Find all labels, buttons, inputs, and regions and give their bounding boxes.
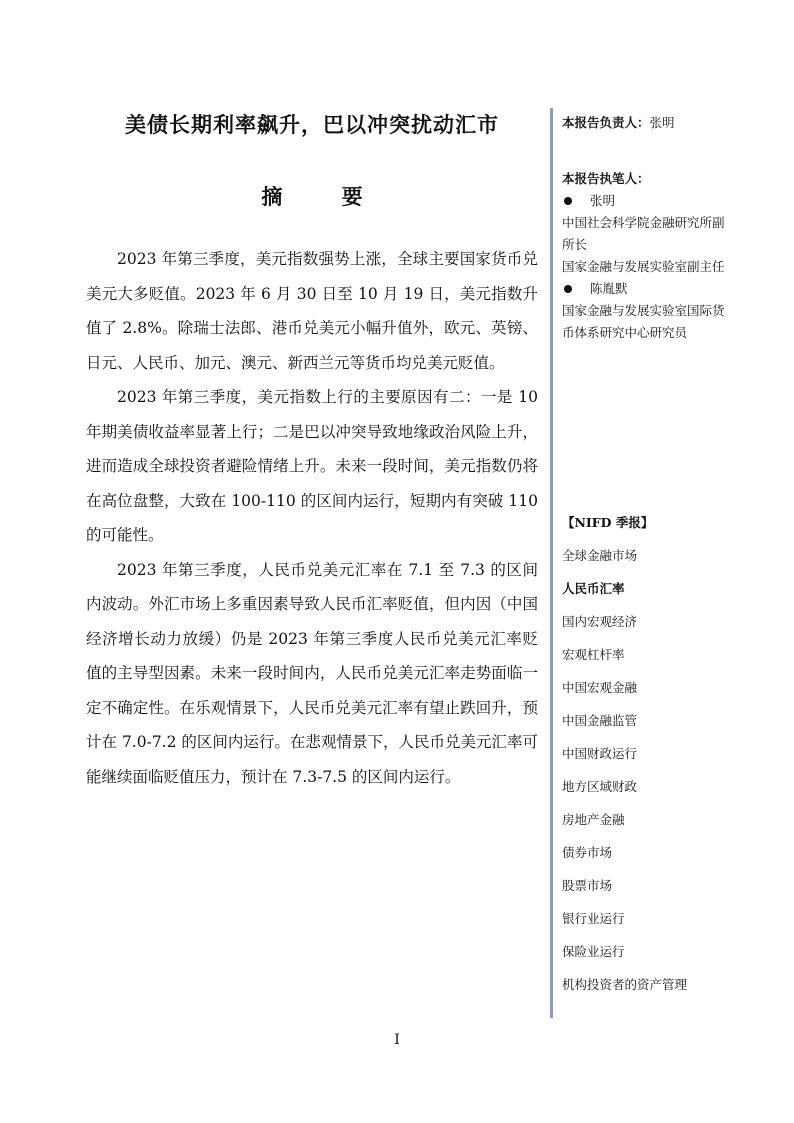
nifd-item-macro-finance: 中国宏观金融: [562, 680, 638, 695]
abstract-heading: 摘 要: [261, 185, 389, 209]
writer-name: 张明: [590, 193, 616, 208]
nifd-item-fiscal-operation: 中国财政运行: [562, 746, 638, 761]
nifd-series-list: [562, 545, 732, 996]
page-number: I: [394, 1032, 400, 1048]
abstract-body: [86, 242, 538, 794]
report-lead-name: 张明: [649, 115, 675, 130]
nifd-item-bond-market: 债券市场: [562, 845, 613, 860]
sidebar-divider: [550, 108, 553, 1018]
nifd-item-domestic-macro: 国内宏观经济: [562, 614, 638, 629]
abstract-paragraph-2: 2023 年第三季度，美元指数上行的主要原因有二：一是 10 年期美债收益率显著上行；二是巴以冲突导致地缘政治风险上升，进而造成全球投资者避险情绪上升。未来一段时间，美元指数仍将在高位盘整，大致在 100-110 的区间内运行，短期内有突破 110 的可能性。: [86, 388, 538, 544]
report-title: 美债长期利率飙升，巴以冲突扰动汇市: [125, 113, 499, 137]
writers-label: 本报告执笔人：: [562, 171, 650, 186]
nifd-item-financial-regulation: 中国金融监管: [562, 713, 638, 728]
writer-name: 陈胤默: [590, 281, 628, 296]
nifd-series-label: 【NIFD 季报】: [562, 515, 654, 530]
writer-title: 国家金融与发展实验室副主任: [562, 259, 725, 274]
report-lead-label: 本报告负责人：: [562, 115, 650, 130]
nifd-item-local-fiscal: 地方区域财政: [562, 779, 638, 794]
nifd-item-stock-market: 股票市场: [562, 878, 613, 893]
nifd-item-real-estate-finance: 房地产金融: [562, 812, 625, 827]
main-column: [86, 110, 538, 794]
writer-title: 国家金融与发展实验室国际货币体系研究中心研究员: [562, 303, 725, 340]
nifd-item-macro-leverage: 宏观杠杆率: [562, 647, 625, 662]
abstract-paragraph-1: 2023 年第三季度，美元指数强势上涨，全球主要国家货币兑美元大多贬值。2023 年 6 月 30 日至 10 月 19 日，美元指数升值了 2.8%。除瑞士法郎、港币兑美元小幅升值外，欧元、英镑、日元、人民币、加元、澳元、新西兰元等货币均兑美元贬值。: [86, 250, 538, 372]
nifd-item-rmb-exchange-rate: 人民币汇率: [562, 581, 625, 596]
writer-2: [562, 278, 732, 344]
bullet-icon: [564, 197, 572, 205]
bullet-icon: [564, 285, 572, 293]
abstract-paragraph-3: 2023 年第三季度，人民币兑美元汇率在 7.1 至 7.3 的区间内波动。外汇市场上多重因素导致人民币汇率贬值，但内因（中国经济增长动力放缓）仍是 2023 年第三季度人民币兑美元汇率贬值的主导型因素。未来一段时间内，人民币兑美元汇率走势面临一定不确定性。在乐观情景下，人民币兑美元汇率有望止跌回升，预计在 7.0-7.2 的区间内运行。在悲观情景下，人民币兑美元汇率可能继续面临贬值压力，预计在 7.3-7.5 的区间内运行。: [86, 560, 538, 786]
nifd-item-asset-management: 机构投资者的资产管理: [562, 977, 688, 992]
nifd-item-banking: 银行业运行: [562, 911, 625, 926]
writer-1: [562, 190, 732, 278]
nifd-item-insurance: 保险业运行: [562, 944, 625, 959]
nifd-item-global-markets: 全球金融市场: [562, 548, 638, 563]
writer-title: 中国社会科学院金融研究所副所长: [562, 215, 725, 252]
sidebar: [562, 112, 732, 996]
report-lead: [562, 112, 732, 134]
